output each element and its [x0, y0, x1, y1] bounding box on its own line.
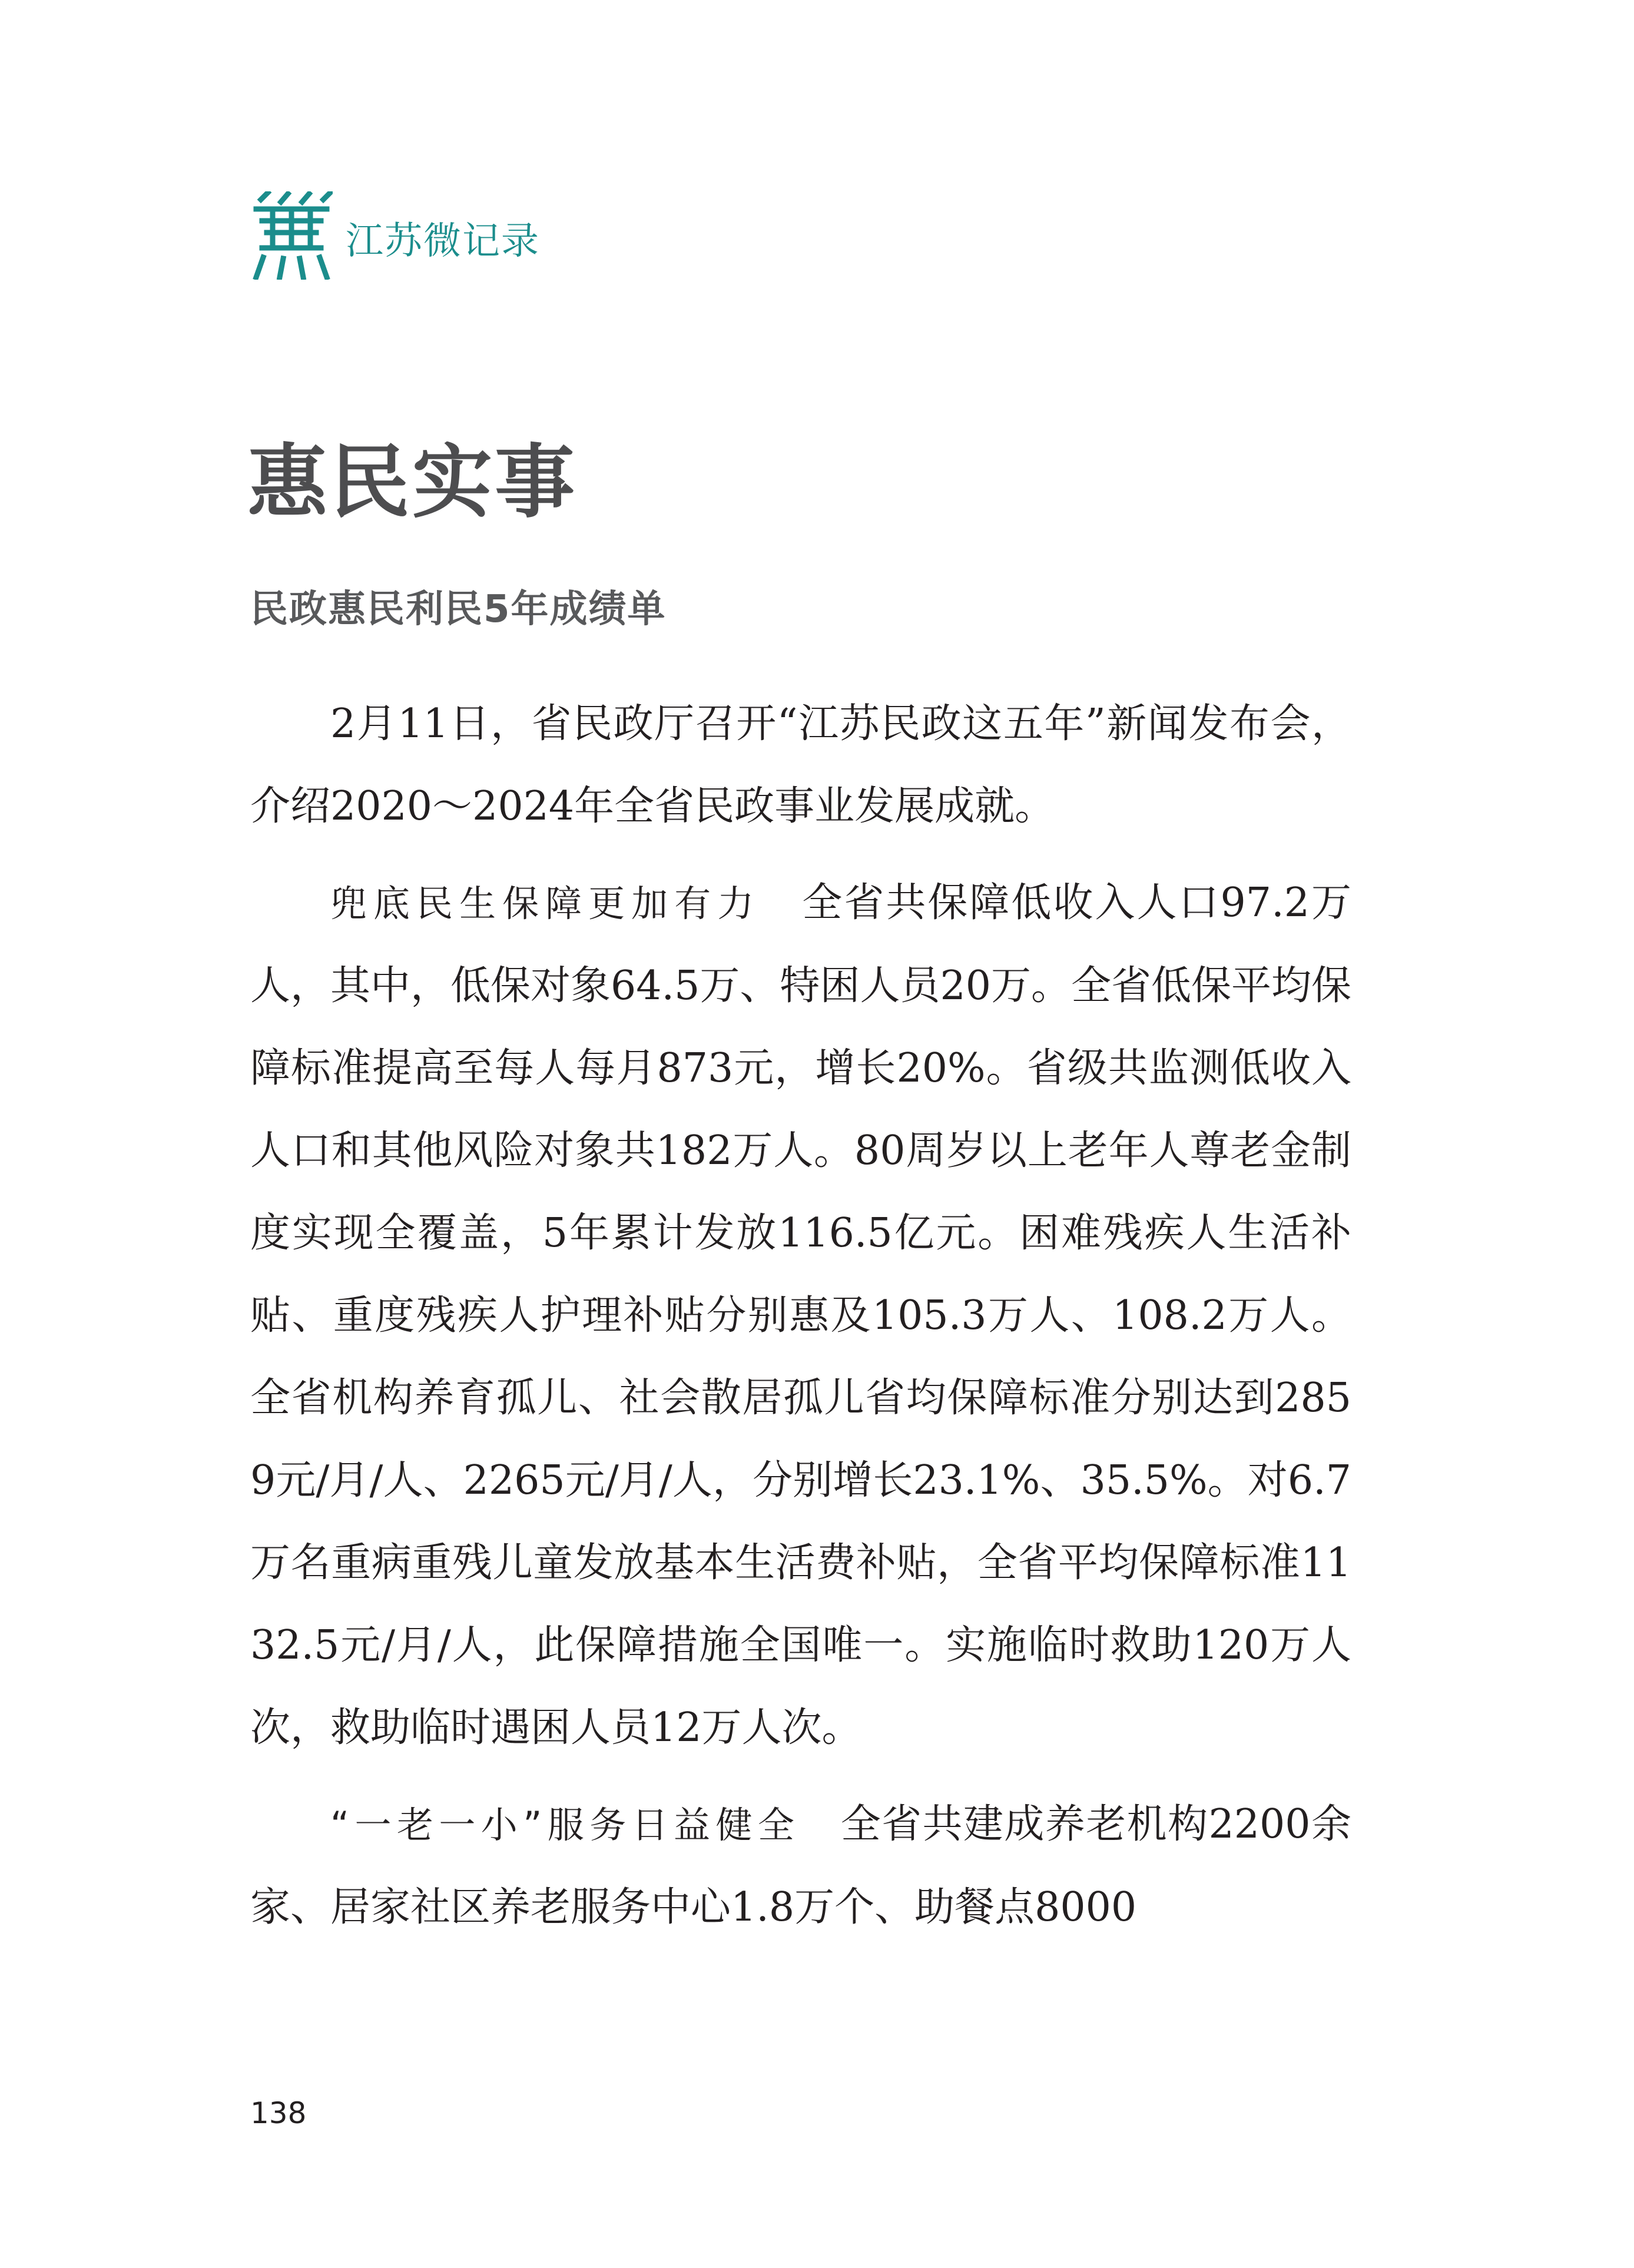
paragraph-social-security [250, 862, 1351, 1769]
book-header [250, 188, 540, 283]
series-name: 江苏微记录 [346, 220, 540, 263]
page-title: 惠民实事 [247, 436, 577, 529]
paragraph-text: 全省共建成养老机构2200余家、居家社区养老服务中心1.8万个、助餐点8000 [250, 1801, 1351, 1931]
paragraph-lead: “一老一小”服务日益健全 [330, 1803, 800, 1846]
paragraph-intro [250, 683, 1351, 848]
paragraph-text: 全省共保障低收入人口97.2万人，其中，低保对象64.5万、特困人员20万。全省低保平均保障标准提高至每人每月873元，增长20%。省级共监测低收入人口和其他风险对象共182万人。80周岁以上老年人尊老金制度实现全覆盖，5年累计发放116.5亿元。困难残疾人生活补贴、重度残疾人护理补贴分别惠及105.3万人、108.2万人。全省机构养育孤儿、社会散居孤儿省均保障标准分别达到2859元/月/人、2265元/月/人，分别增长23.1%、35.5%。对6.7万名重病重残儿童发放基本生活费补贴，全省平均保障标准1132.5元/月/人，此保障措施全国唯一。实施临时救助120万人次，救助临时遇困人员12万人次。 [250, 880, 1351, 1751]
page-number: 138 [250, 2096, 307, 2130]
paragraph-lead: 兜底民生保障更加有力 [330, 882, 761, 925]
seal-logo-icon [250, 191, 333, 280]
paragraph-elderly-child-services [250, 1783, 1351, 1949]
article-body [250, 683, 1351, 1963]
paragraph-text: 2月11日，省民政厅召开“江苏民政这五年”新闻发布会，介绍2020～2024年全省民政事业发展成就。 [250, 701, 1351, 830]
section-title: 民政惠民利民5年成绩单 [250, 588, 667, 631]
